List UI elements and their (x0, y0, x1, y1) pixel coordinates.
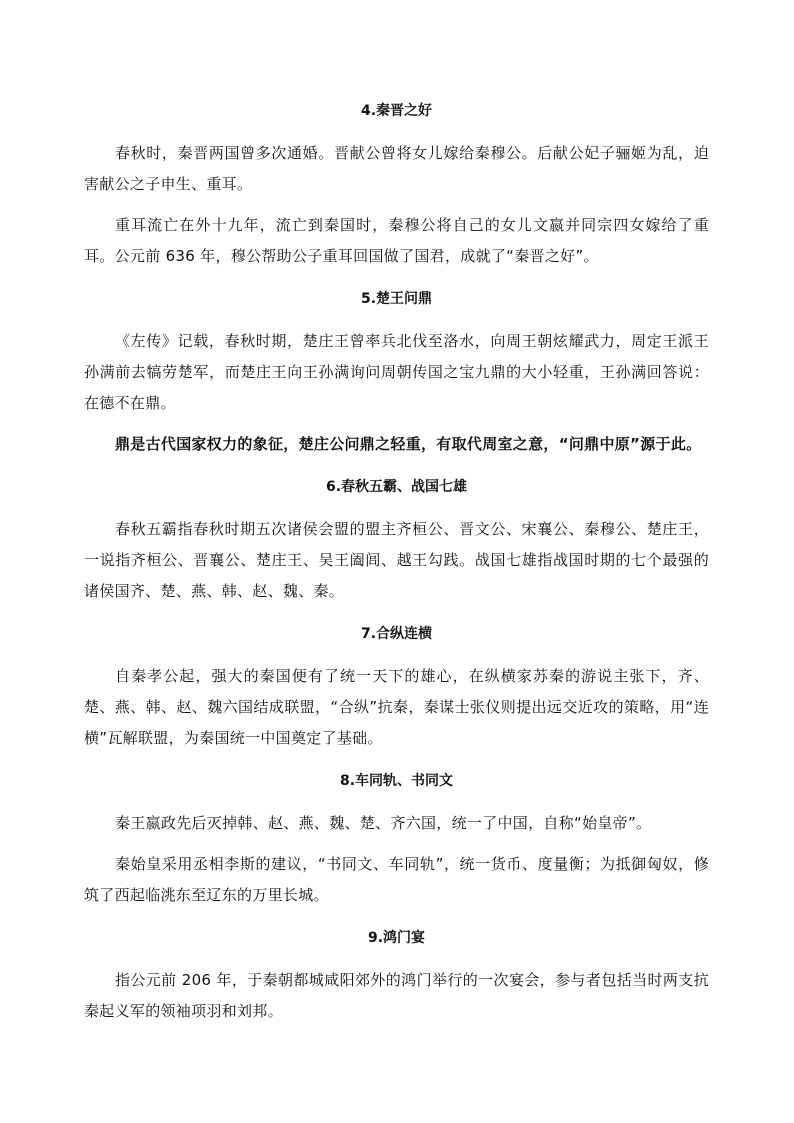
document-page (84, 98, 709, 1027)
section-heading: 5.楚王问鼎 (360, 291, 433, 307)
paragraph: 《左传》记载，春秋时期，楚庄王曾率兵北伐至洛水，向周王朝炫耀武力，周定王派王孙满前去犒劳楚军，而楚庄王向王孙满询问周朝传国之宝九鼎的大小轻重，王孙满回答说：在德不在鼎。 (84, 332, 709, 412)
paragraph: 秦始皇采用丞相李斯的建议，“书同文、车同轨”，统一货币、度量衡；为抵御匈奴，修筑了西起临洮东至辽东的万里长城。 (84, 855, 709, 904)
section-heading: 9.鸿门宴 (367, 930, 426, 946)
paragraph: 自秦孝公起，强大的秦国便有了统一天下的雄心，在纵横家苏秦的游说主张下，齐、楚、燕、韩、赵、魏六国结成联盟，“合纵”抗秦，秦谋士张仪则提出远交近攻的策略，用“连横”瓦解联盟，为秦国统一中国奠定了基础。 (84, 667, 709, 747)
paragraph: 春秋时，秦晋两国曾多次通婚。晋献公曾将女儿嫁给秦穆公。后献公妃子骊姬为乱，迫害献公之子申生、重耳。 (84, 144, 709, 193)
section-heading: 4.秦晋之好 (360, 103, 433, 119)
section-heading: 6.春秋五霸、战国七雄 (325, 479, 468, 495)
paragraph: 指公元前 206 年，于秦朝都城咸阳郊外的鸿门举行的一次宴会，参与者包括当时两支抗秦起义军的领袖项羽和刘邦。 (84, 971, 709, 1020)
section-heading: 8.车同轨、书同文 (339, 773, 454, 789)
paragraph: 秦王嬴政先后灭掉韩、赵、燕、魏、楚、齐六国，统一了中国，自称“始皇帝”。 (115, 814, 652, 832)
paragraph: 重耳流亡在外十九年，流亡到秦国时，秦穆公将自己的女儿文嬴并同宗四女嫁给了重耳。公元前 636 年，穆公帮助公子重耳回国做了国君，成就了“秦晋之好”。 (84, 216, 709, 265)
paragraph-emphasis: 鼎是古代国家权力的象征，楚庄公问鼎之轻重，有取代周室之意，“问鼎中原”源于此。 (115, 435, 702, 453)
paragraph: 春秋五霸指春秋时期五次诸侯会盟的盟主齐桓公、晋文公、宋襄公、秦穆公、楚庄王，一说指齐桓公、晋襄公、楚庄王、吴王阖闾、越王勾践。战国七雄指战国时期的七个最强的诸侯国齐、楚、燕、韩、赵、魏、秦。 (84, 520, 709, 600)
section-heading: 7.合纵连横 (360, 626, 433, 642)
